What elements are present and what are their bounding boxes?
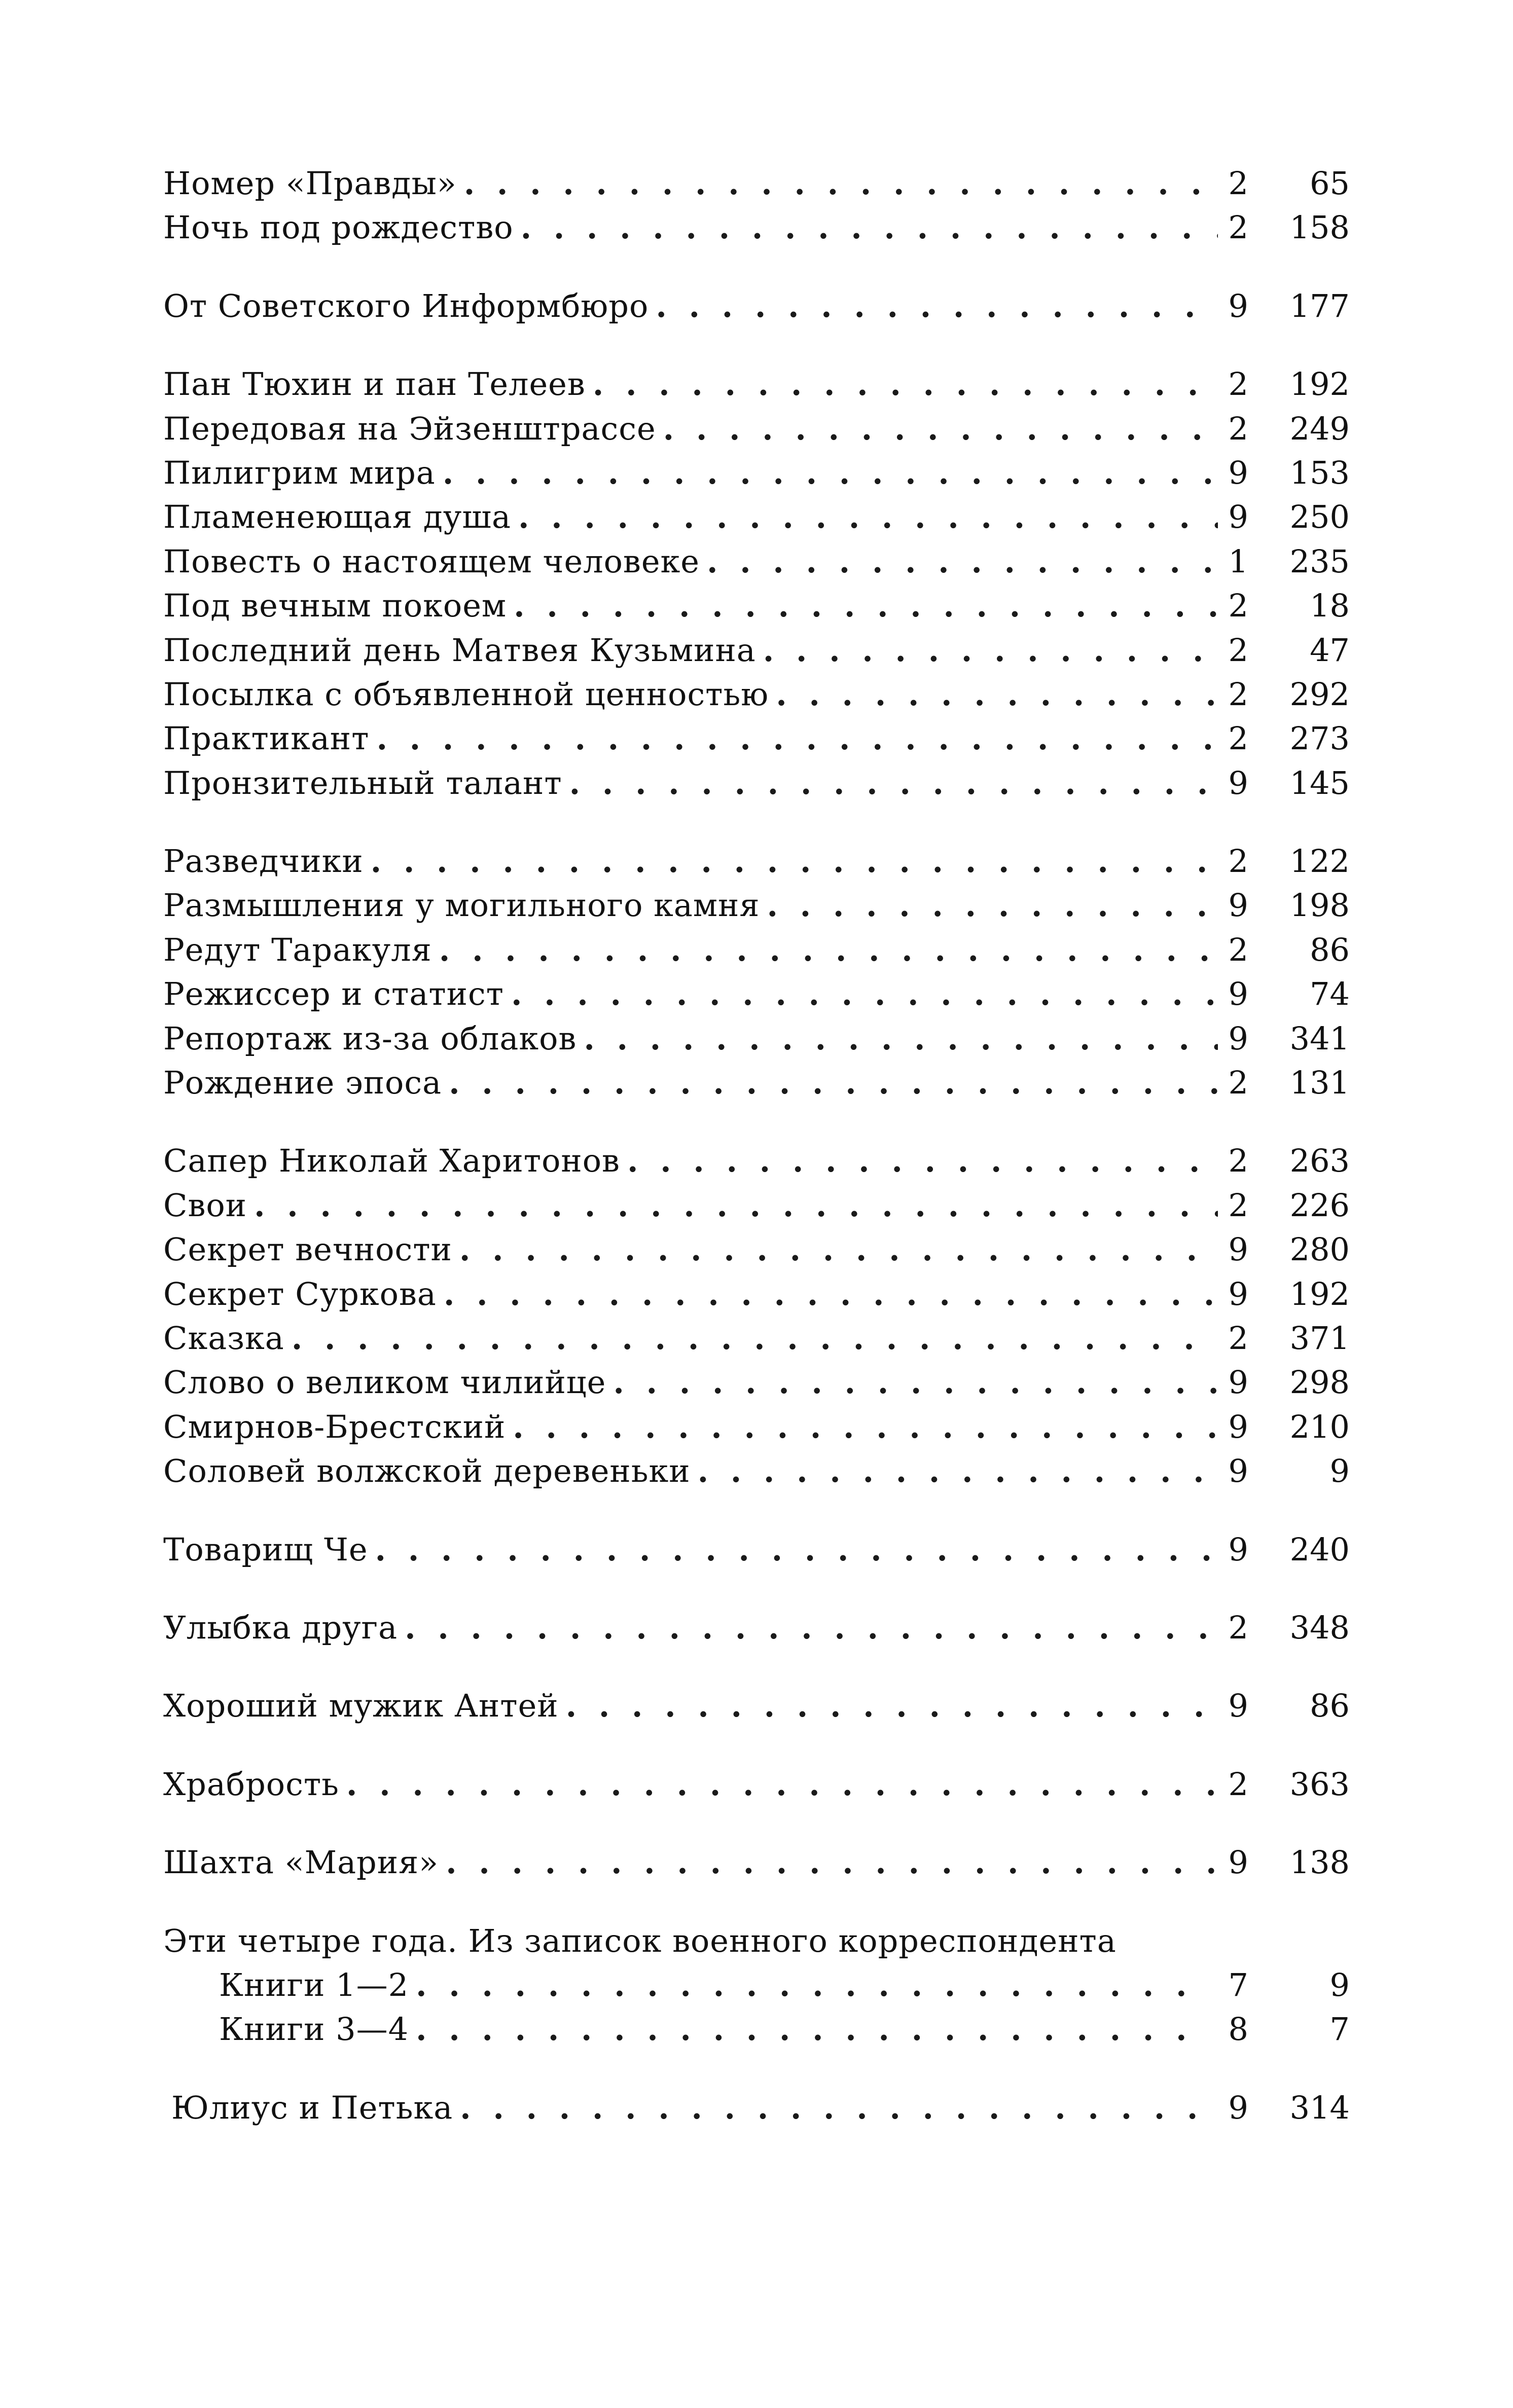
group-gap	[163, 2052, 1350, 2086]
entry-volume: 9	[1228, 1231, 1248, 1268]
leader-dots	[760, 883, 1218, 927]
entry-volume: 2	[1228, 1765, 1248, 1803]
leader-dots	[453, 2086, 1218, 2130]
leader-dots	[437, 1272, 1218, 1316]
entry-title: Передовая на Эйзенштрассе	[163, 410, 656, 447]
leader-dots	[511, 495, 1218, 539]
entry-page: 348	[1289, 1609, 1350, 1646]
entry-volume: 9	[1228, 1275, 1248, 1312]
entry-volume: 2	[1228, 1609, 1248, 1646]
entry-volume: 9	[1228, 1687, 1248, 1725]
leader-dots	[364, 839, 1218, 883]
index-group	[163, 1762, 1350, 1806]
leader-dots	[457, 161, 1218, 205]
entry-volume: 2	[1228, 675, 1248, 713]
entry-page: 177	[1289, 287, 1350, 324]
entry-title: Размышления у могильного камня	[163, 887, 760, 924]
entry-page: 363	[1289, 1765, 1350, 1803]
title-index	[163, 161, 1350, 2130]
entry-title: Режиссер и статист	[163, 975, 504, 1013]
index-groups	[163, 161, 1350, 1885]
entry-page: 74	[1310, 975, 1350, 1013]
entry-page: 9	[1329, 1966, 1350, 2003]
multi-volume-entry	[163, 1919, 1350, 2052]
leader-dots	[442, 1061, 1218, 1105]
entry-volume: 2	[1228, 165, 1248, 202]
index-entry	[163, 1840, 1350, 1884]
leader-dots	[514, 205, 1218, 249]
entry-title: Хороший мужик Антей	[163, 1687, 559, 1725]
entry-page: 371	[1289, 1319, 1350, 1357]
index-entry	[163, 495, 1350, 539]
entry-page: 235	[1289, 542, 1350, 580]
multi-entry-title: Эти четыре года. Из записок военного корреспондента	[163, 1922, 1116, 1959]
leader-dots	[656, 407, 1218, 451]
entry-volume: 2	[1228, 720, 1248, 757]
entry-volume: 2	[1228, 587, 1248, 625]
leader-dots	[436, 451, 1218, 495]
index-entry	[163, 972, 1350, 1016]
entry-volume: 9	[1228, 975, 1248, 1013]
entry-title: Секрет Суркова	[163, 1275, 437, 1312]
entry-title: Улыбка друга	[163, 1609, 398, 1646]
entry-volume: 2	[1228, 931, 1248, 968]
index-entry	[163, 1272, 1350, 1316]
index-entry	[163, 407, 1350, 451]
entry-page: 240	[1289, 1530, 1350, 1568]
entry-title: Товарищ Че	[163, 1530, 368, 1568]
entry-page: 145	[1289, 764, 1350, 801]
index-entry	[163, 161, 1350, 205]
leader-dots	[452, 1227, 1218, 1271]
entry-page: 192	[1289, 1275, 1350, 1312]
leader-dots	[506, 1405, 1218, 1449]
group-gap	[163, 250, 1350, 284]
leader-dots	[409, 2007, 1187, 2051]
index-entry	[163, 1762, 1350, 1806]
entry-page: 9	[1329, 1452, 1350, 1490]
entry-title: Ночь под рождество	[163, 209, 514, 246]
index-entry	[163, 205, 1350, 249]
group-gap	[163, 1105, 1350, 1139]
entry-page: 192	[1289, 366, 1350, 403]
entry-volume: 9	[1228, 498, 1248, 536]
entry-page: 131	[1289, 1064, 1350, 1102]
entry-volume: 9	[1228, 1019, 1248, 1057]
group-gap	[163, 1728, 1350, 1762]
entry-volume: 9	[1228, 454, 1248, 491]
entry-volume: 7	[1228, 1966, 1248, 2003]
leader-dots	[649, 284, 1218, 328]
entry-title: Пан Тюхин и пан Телеев	[163, 366, 586, 403]
leader-dots	[691, 1449, 1218, 1493]
index-entry	[163, 2007, 1350, 2051]
index-entry	[163, 883, 1350, 927]
entry-title: Храбрость	[163, 1765, 339, 1803]
entry-title: Под вечным покоем	[163, 587, 507, 625]
entry-title: Шахта «Мария»	[163, 1844, 439, 1881]
entry-volume: 2	[1228, 631, 1248, 669]
index-entry	[163, 1684, 1350, 1728]
leader-dots	[700, 539, 1218, 583]
entry-title: Сапер Николай Харитонов	[163, 1142, 620, 1180]
index-entry	[163, 1183, 1350, 1227]
leader-dots	[339, 1762, 1218, 1806]
entry-volume: 1	[1228, 542, 1248, 580]
entry-page: 273	[1289, 720, 1350, 757]
entry-title: Номер «Правды»	[163, 165, 457, 202]
index-entry	[163, 1405, 1350, 1449]
index-entry	[163, 628, 1350, 672]
index-entry	[163, 1139, 1350, 1183]
index-entry	[163, 672, 1350, 716]
entry-page: 250	[1289, 498, 1350, 536]
entry-title: Пилигрим мира	[163, 454, 436, 491]
entry-volume: 2	[1228, 366, 1248, 403]
index-group	[163, 1527, 1350, 1572]
leader-dots	[586, 362, 1218, 406]
index-entry	[163, 839, 1350, 883]
group-gap	[163, 805, 1350, 839]
index-entry	[163, 539, 1350, 583]
leader-dots	[247, 1183, 1218, 1227]
index-entry	[163, 2086, 1350, 2130]
entry-title: Посылка с объявленной ценностью	[163, 675, 769, 713]
index-entry	[163, 583, 1350, 628]
entry-volume: 2	[1228, 1319, 1248, 1357]
index-entry	[163, 1449, 1350, 1493]
entry-volume: 2	[1228, 1142, 1248, 1180]
index-entry	[163, 451, 1350, 495]
leader-dots	[507, 583, 1218, 628]
index-entry	[163, 1360, 1350, 1404]
entry-page: 158	[1289, 209, 1350, 246]
group-gap	[163, 1885, 1350, 1919]
entry-page: 210	[1289, 1408, 1350, 1445]
entry-volume: 2	[1228, 1064, 1248, 1102]
entry-volume: 9	[1228, 2089, 1248, 2126]
index-entry	[163, 928, 1350, 972]
leader-dots	[559, 1684, 1218, 1728]
entry-title: Слово о великом чилийце	[163, 1364, 606, 1401]
entry-volume: 9	[1228, 764, 1248, 801]
entry-page: 122	[1289, 843, 1350, 880]
entry-title: Свои	[163, 1186, 247, 1224]
entry-title: Пламенеющая душа	[163, 498, 512, 536]
entry-volume: 2	[1228, 410, 1248, 447]
entry-page: 86	[1310, 1687, 1350, 1725]
entry-title: Книги 1—2	[219, 1966, 409, 2003]
entry-page: 138	[1289, 1844, 1350, 1881]
entry-volume: 9	[1228, 1844, 1248, 1881]
entry-page: 18	[1310, 587, 1350, 625]
entry-volume: 9	[1228, 1364, 1248, 1401]
index-entry	[163, 761, 1350, 805]
leader-dots	[368, 1527, 1218, 1572]
leader-dots	[369, 716, 1218, 760]
leader-dots	[577, 1016, 1218, 1061]
entry-title: Редут Таракуля	[163, 931, 432, 968]
leader-dots	[562, 761, 1218, 805]
index-group	[163, 1840, 1350, 1884]
entry-volume: 2	[1228, 1186, 1248, 1224]
entry-title: Практикант	[163, 720, 370, 757]
leader-dots	[398, 1606, 1218, 1650]
index-entry	[163, 1963, 1350, 2007]
entry-page: 7	[1329, 2011, 1350, 2048]
index-group	[163, 839, 1350, 1105]
entry-title: Разведчики	[163, 843, 364, 880]
entry-page: 198	[1289, 887, 1350, 924]
group-gap	[163, 1650, 1350, 1684]
entry-page: 298	[1289, 1364, 1350, 1401]
entry-page: 226	[1289, 1186, 1350, 1224]
entry-title: Соловей волжской деревеньки	[163, 1452, 691, 1490]
index-group	[163, 362, 1350, 805]
entry-page: 341	[1289, 1019, 1350, 1057]
entry-volume: 2	[1228, 843, 1248, 880]
entry-page: 263	[1289, 1142, 1350, 1180]
entry-volume: 2	[1228, 209, 1248, 246]
entry-volume: 9	[1228, 1408, 1248, 1445]
leader-dots	[620, 1139, 1218, 1183]
entry-volume: 9	[1228, 887, 1248, 924]
entry-page: 65	[1310, 165, 1350, 202]
index-entry	[163, 1227, 1350, 1271]
index-group	[163, 161, 1350, 250]
entry-title: Пронзительный талант	[163, 764, 562, 801]
entry-title: Секрет вечности	[163, 1231, 452, 1268]
leader-dots	[284, 1316, 1218, 1360]
leader-dots	[409, 1963, 1187, 2007]
leader-dots	[504, 972, 1218, 1016]
leader-dots	[769, 672, 1218, 716]
entry-volume: 9	[1228, 1452, 1248, 1490]
entry-volume: 9	[1228, 1530, 1248, 1568]
entry-volume: 9	[1228, 287, 1248, 324]
index-group	[163, 1606, 1350, 1650]
entry-page: 314	[1289, 2089, 1350, 2126]
index-group	[163, 1684, 1350, 1728]
index-entry	[163, 1061, 1350, 1105]
entry-page: 153	[1289, 454, 1350, 491]
entry-page: 249	[1289, 410, 1350, 447]
group-gap	[163, 1572, 1350, 1606]
entry-page: 280	[1289, 1231, 1350, 1268]
entry-page: 47	[1310, 631, 1350, 669]
leader-dots	[606, 1360, 1218, 1404]
entry-page: 86	[1310, 931, 1350, 968]
entry-title: Репортаж из-за облаков	[163, 1019, 577, 1057]
index-entry	[163, 1316, 1350, 1360]
entry-title: Смирнов-Брестский	[163, 1408, 506, 1445]
index-entry	[163, 1527, 1350, 1572]
entry-title: Сказка	[163, 1319, 284, 1357]
entry-title: Повесть о настоящем человеке	[163, 542, 700, 580]
leader-dots	[756, 628, 1218, 672]
entry-page: 292	[1289, 675, 1350, 713]
entry-title: Книги 3—4	[219, 2011, 409, 2048]
index-entry	[163, 284, 1350, 328]
entry-title: От Советского Информбюро	[163, 287, 649, 324]
group-gap	[163, 1493, 1350, 1527]
entry-title: Рождение эпоса	[163, 1064, 442, 1102]
entry-title: Юлиус и Петька	[171, 2089, 453, 2126]
entry-volume: 8	[1228, 2011, 1248, 2048]
index-group	[163, 284, 1350, 328]
index-entry	[163, 362, 1350, 406]
leader-dots	[439, 1840, 1218, 1884]
entry-title: Последний день Матвея Кузьмина	[163, 631, 756, 669]
index-entry	[163, 716, 1350, 760]
group-gap	[163, 1806, 1350, 1840]
index-group	[163, 1139, 1350, 1493]
index-entry	[163, 1016, 1350, 1061]
group-gap	[163, 328, 1350, 362]
leader-dots	[432, 928, 1218, 972]
index-entry	[163, 1606, 1350, 1650]
